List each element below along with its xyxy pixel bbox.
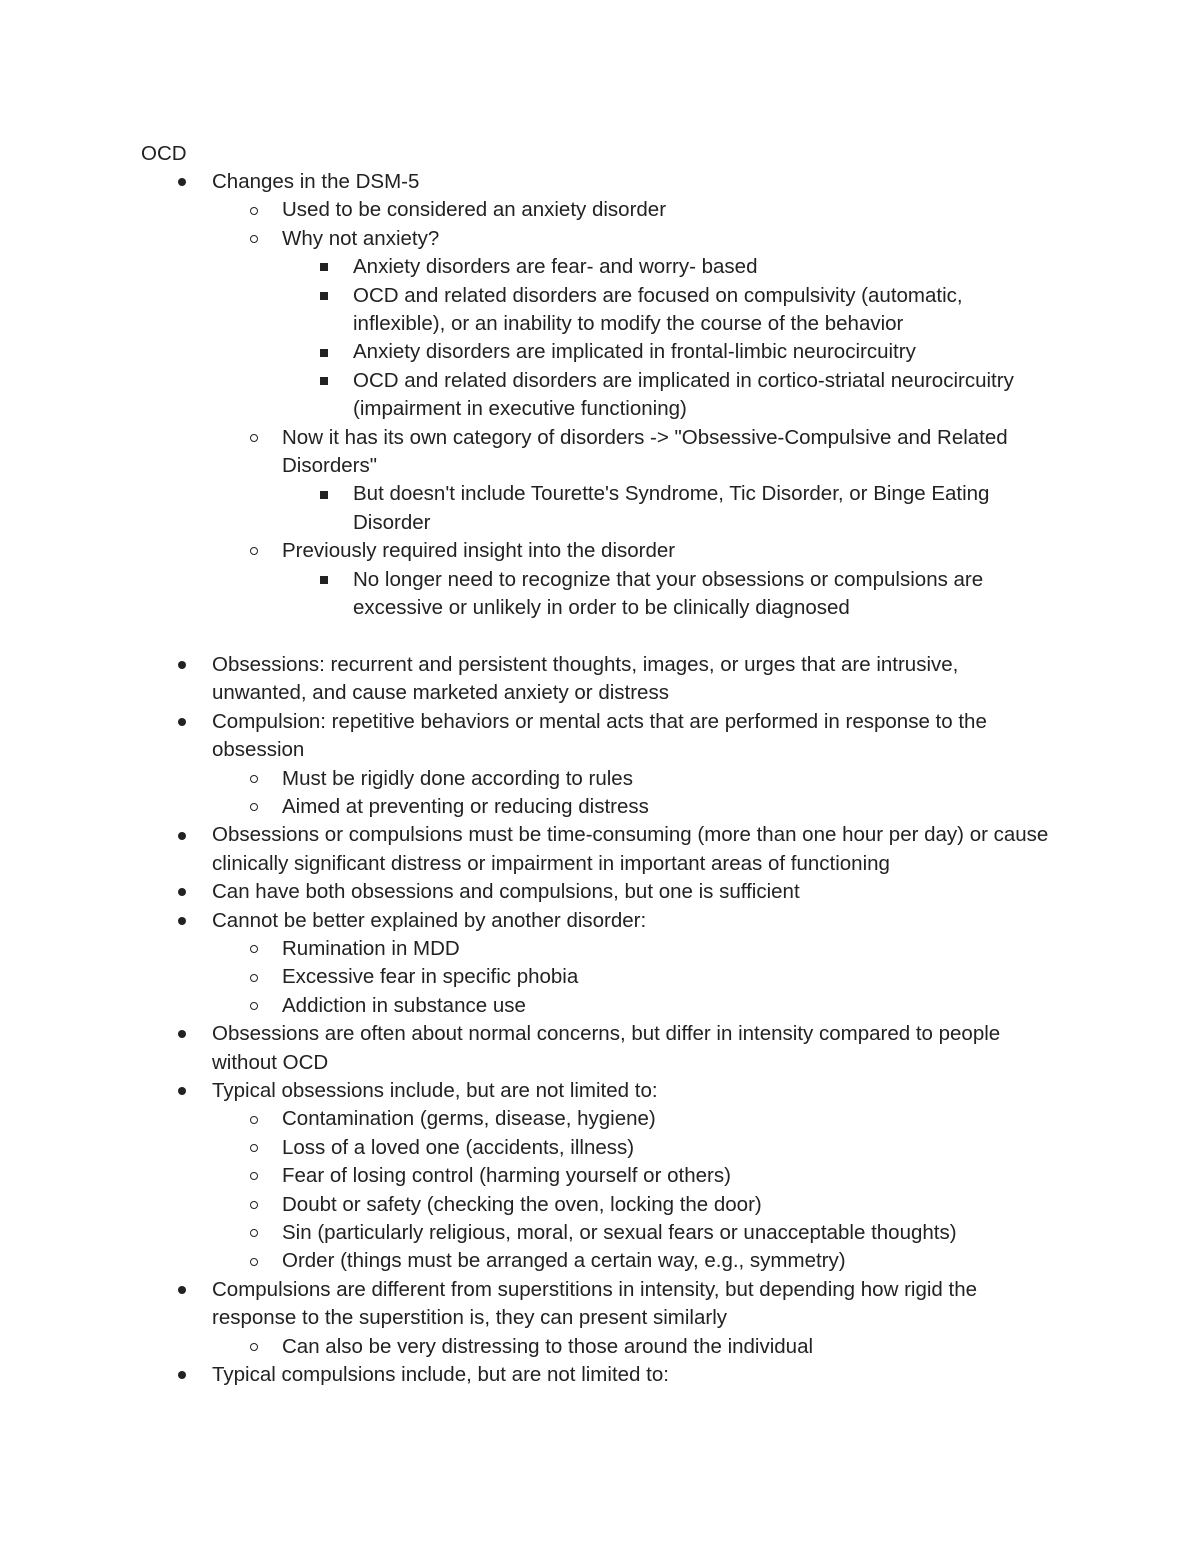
hollow-circle-bullet-icon [250, 547, 258, 555]
list-item-level-3 [0, 338, 1057, 366]
hollow-circle-bullet-icon [250, 1343, 258, 1351]
filled-disc-bullet-icon [178, 917, 186, 925]
list-item-text: Aimed at preventing or reducing distress [282, 794, 649, 818]
hollow-circle-bullet-icon [250, 1229, 258, 1237]
list-item-text: Cannot be better explained by another disorder: [212, 908, 647, 932]
filled-disc-bullet-icon [178, 178, 186, 186]
filled-square-bullet-icon [320, 349, 328, 357]
list-item-text: Now it has its own category of disorders -> "Obsessive-Compulsive and Related Disorders" [282, 425, 1008, 478]
filled-disc-bullet-icon [178, 1286, 186, 1294]
list-item-level-1 [0, 1276, 1057, 1333]
filled-square-bullet-icon [320, 576, 328, 584]
list-item-level-1 [0, 708, 1057, 765]
list-item-text: Previously required insight into the disorder [282, 539, 676, 563]
hollow-circle-bullet-icon [250, 1258, 258, 1266]
list-item-level-2 [0, 225, 1057, 253]
list-item-text: Anxiety disorders are fear- and worry- based [353, 255, 758, 279]
filled-square-bullet-icon [320, 491, 328, 499]
list-item-level-3 [0, 480, 1057, 537]
hollow-circle-bullet-icon [250, 1201, 258, 1209]
list-item-text: But doesn't include Tourette's Syndrome, Tic Disorder, or Binge Eating Disorder [353, 482, 990, 534]
hollow-circle-bullet-icon [250, 1172, 258, 1180]
outline-list [0, 168, 1200, 1389]
filled-disc-bullet-icon [178, 1087, 186, 1095]
list-item-level-1 [0, 821, 1057, 878]
hollow-circle-bullet-icon [250, 775, 258, 783]
filled-disc-bullet-icon [178, 1371, 186, 1379]
list-item-text: Used to be considered an anxiety disorder [282, 198, 667, 222]
hollow-circle-bullet-icon [250, 434, 258, 442]
list-item-text: Must be rigidly done according to rules [282, 766, 633, 790]
list-item-text: Obsessions: recurrent and persistent thoughts, images, or urges that are intrusive, unwanted, and cause marketed anxiety or distress [212, 652, 959, 705]
hollow-circle-bullet-icon [250, 974, 258, 982]
list-item-level-2 [0, 1134, 1057, 1162]
list-item-level-2 [0, 765, 1057, 793]
list-item-text: Compulsion: repetitive behaviors or mental acts that are performed in response to the obsession [212, 709, 987, 762]
list-item-level-3 [0, 282, 1057, 339]
list-item-level-2 [0, 793, 1057, 821]
list-item-level-2 [0, 963, 1057, 991]
document-title: OCD [141, 142, 187, 165]
filled-square-bullet-icon [320, 377, 328, 385]
hollow-circle-bullet-icon [250, 1116, 258, 1124]
list-item-text: Addiction in substance use [282, 993, 526, 1017]
hollow-circle-bullet-icon [250, 803, 258, 811]
list-item-text: OCD and related disorders are implicated in cortico-striatal neurocircuitry (impairment in executive functioning) [353, 368, 1014, 421]
filled-disc-bullet-icon [178, 661, 186, 669]
list-item-text: Obsessions are often about normal concerns, but differ in intensity compared to people without OCD [212, 1022, 1001, 1074]
list-item-level-1 [0, 651, 1057, 708]
list-item-level-2 [0, 537, 1057, 565]
list-item-level-3 [0, 367, 1057, 424]
list-item-level-1 [0, 168, 1057, 196]
list-item-level-2 [0, 1333, 1057, 1361]
filled-disc-bullet-icon [178, 718, 186, 726]
list-item-level-2 [0, 1219, 1057, 1247]
list-item-level-3 [0, 566, 1057, 623]
list-item-text: Contamination (germs, disease, hygiene) [282, 1107, 656, 1131]
list-item-level-2 [0, 196, 1057, 224]
list-item-text: Why not anxiety? [282, 226, 440, 250]
list-item-level-1 [0, 878, 1057, 906]
list-item-text: No longer need to recognize that your obsessions or compulsions are excessive or unlikely in order to be clinically diagnosed [353, 567, 984, 620]
list-item-text: Obsessions or compulsions must be time-consuming (more than one hour per day) or cause clinically significant distress or impairment in important areas of functioning [212, 823, 1049, 875]
list-item-level-2 [0, 935, 1057, 963]
list-item-text: Loss of a loved one (accidents, illness) [282, 1135, 635, 1159]
list-item-text: Anxiety disorders are implicated in frontal-limbic neurocircuitry [353, 340, 916, 364]
filled-disc-bullet-icon [178, 888, 186, 896]
hollow-circle-bullet-icon [250, 207, 258, 215]
list-item-level-2 [0, 1191, 1057, 1219]
list-item-text: Excessive fear in specific phobia [282, 965, 579, 989]
hollow-circle-bullet-icon [250, 235, 258, 243]
list-item-text: Can have both obsessions and compulsions, but one is sufficient [212, 880, 800, 904]
list-item-level-1 [0, 1361, 1057, 1389]
hollow-circle-bullet-icon [250, 1002, 258, 1010]
list-item-text: Typical obsessions include, but are not limited to: [212, 1078, 658, 1102]
list-item-text: Sin (particularly religious, moral, or sexual fears or unacceptable thoughts) [282, 1221, 957, 1245]
filled-disc-bullet-icon [178, 832, 186, 840]
hollow-circle-bullet-icon [250, 945, 258, 953]
list-item-level-2 [0, 1247, 1057, 1275]
list-item-level-2 [0, 992, 1057, 1020]
list-item-text: Changes in the DSM-5 [212, 170, 420, 193]
filled-disc-bullet-icon [178, 1030, 186, 1038]
list-item-text: Doubt or safety (checking the oven, locking the door) [282, 1192, 762, 1216]
filled-square-bullet-icon [320, 292, 328, 300]
list-item-text: Compulsions are different from superstitions in intensity, but depending how rigid the response to the superstition is, they can present similarly [212, 1277, 977, 1330]
hollow-circle-bullet-icon [250, 1144, 258, 1152]
filled-square-bullet-icon [320, 263, 328, 271]
list-item-level-3 [0, 253, 1057, 281]
list-item-text: Fear of losing control (harming yourself or others) [282, 1164, 731, 1188]
list-item-level-1 [0, 1020, 1057, 1077]
list-item-text: Typical compulsions include, but are not limited to: [212, 1363, 669, 1387]
list-item-text: Order (things must be arranged a certain way, e.g., symmetry) [282, 1249, 846, 1273]
blank-line [0, 623, 1200, 651]
list-item-text: Rumination in MDD [282, 936, 460, 960]
list-item-text: OCD and related disorders are focused on compulsivity (automatic, inflexible), or an inability to modify the course of the behavior [353, 283, 963, 336]
list-item-text: Can also be very distressing to those around the individual [282, 1334, 814, 1358]
list-item-level-2 [0, 1105, 1057, 1133]
list-item-level-2 [0, 424, 1057, 481]
list-item-level-1 [0, 907, 1057, 935]
list-item-level-1 [0, 1077, 1057, 1105]
list-item-level-2 [0, 1162, 1057, 1190]
